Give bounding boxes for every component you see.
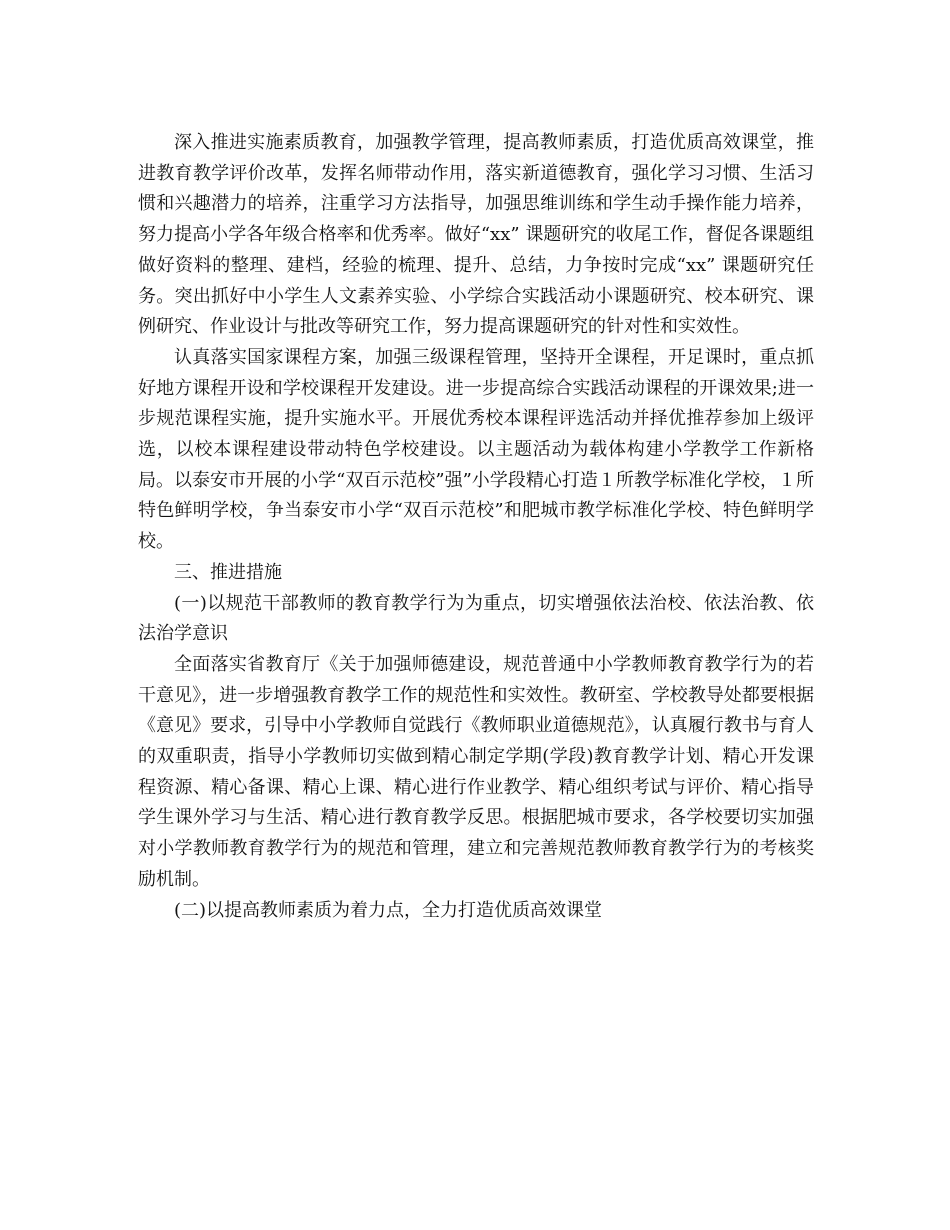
section-heading-measures: 三、推进措施 <box>174 561 282 583</box>
subheading-standardize-conduct: (一)以规范干部教师的教育教学行为为重点，切实增强依法治校、依法治教、依法治学意识 <box>138 592 814 645</box>
paragraph-teacher-conduct: 全面落实省教育厅《关于加强师德建设，规范普通中小学教师教育教学行为的若干意见》，进一步增强教育教学工作的规范性和实效性。教研室、学校教导处都要根据《意见》要求，引导中小学教师自觉践行《教师职业道德规范》，认真履行教书与育人的双重职责，指导小学教师切实做到精心制定学期(学段)教育教学计划、精心开发课程资源、精心备课、精心上课、精心进行作业教学、精心组织考试与评价、精心指导学生课外学习与生活、精心进行教育教学反思。根据肥城市要求，各学校要切实加强对小学教师教育教学行为的规范和管理，建立和完善规范教师教育教学行为的考核奖励机制。 <box>138 653 814 890</box>
subheading-teacher-quality: (二)以提高教师素质为着力点，全力打造优质高效课堂 <box>174 899 603 921</box>
paragraph-quality-education: 深入推进实施素质教育，加强教学管理，提高教师素质，打造优质高效课堂，推进教育教学评价改革，发挥名师带动作用，落实新道德教育，强化学习习惯、生活习惯和兴趣潜力的培养，注重学习方法指导，加强思维训练和学生动手操作能力培养，努力提高小学各年级合格率和优秀率。做好“xx” 课题研究的收尾工作，督促各课题组做好资料的整理、建档，经验的梳理、提升、总结，力争按时完成“xx” 课题研究任务。突出抓好中小学生人文素养实验、小学综合实践活动小课题研究、校本研究、课例研究、作业设计与批改等研究工作，努力提高课题研究的针对性和实效性。 <box>138 132 814 338</box>
paragraph-curriculum-plan: 认真落实国家课程方案，加强三级课程管理，坚持开全课程，开足课时，重点抓好地方课程开设和学校课程开发建设。进一步提高综合实践活动课程的开课效果;进一步规范课程实施，提升实施水平。开展优秀校本课程评选活动并择优推荐参加上级评选，以校本课程建设带动特色学校建设。以主题活动为载体构建小学教学工作新格局。以泰安市开展的小学“双百示范校”强”小学段精心打造１所教学标准化学校，１所特色鲜明学校，争当泰安市小学“双百示范校”和肥城市教学标准化学校、特色鲜明学校。 <box>138 346 814 553</box>
document-page <box>138 128 814 926</box>
